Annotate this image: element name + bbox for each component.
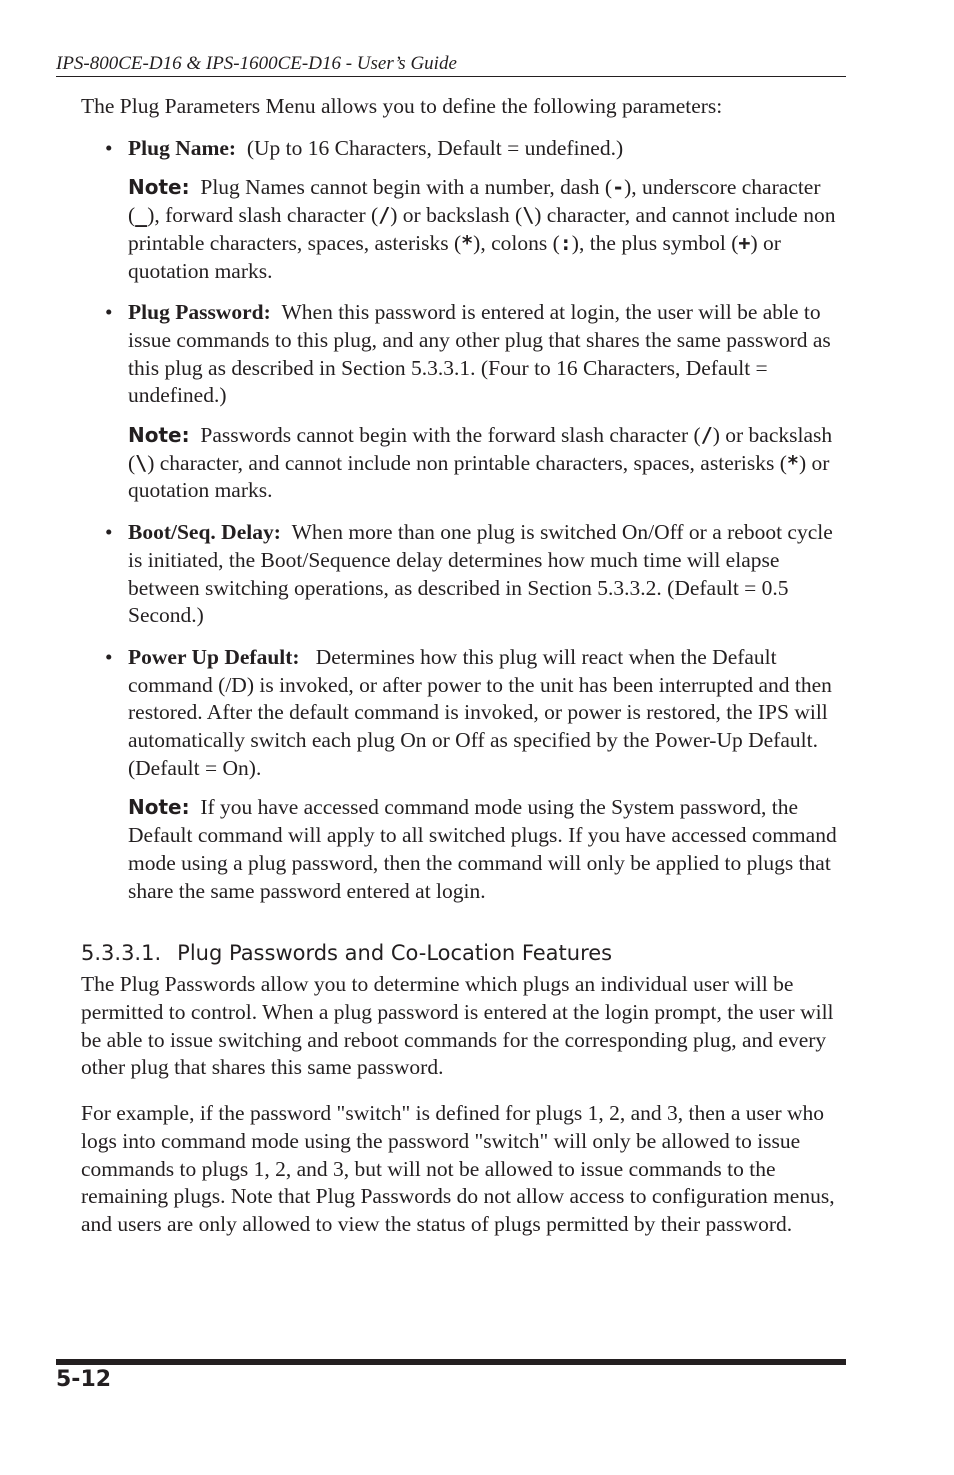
asterisk-symbol: *: [786, 450, 799, 475]
bullet-icon: •: [105, 520, 113, 545]
section-title: Plug Passwords and Co-Location Features: [177, 941, 613, 966]
note-text: ) character, and cannot include non printable characters, spaces, asterisks (: [147, 450, 787, 475]
item-label: Plug Password:: [128, 300, 271, 325]
note-label: Note:: [128, 423, 190, 448]
note-text: ) or quotation marks.: [128, 230, 781, 283]
plus-symbol: +: [738, 230, 751, 255]
slash-symbol: /: [700, 423, 713, 448]
item-label: Power Up Default:: [128, 644, 300, 669]
list-item-boot-seq-delay: [81, 519, 851, 630]
section-number: 5.3.3.1.: [81, 941, 162, 966]
note-text: If you have accessed command mode using the System password, the Default command will apply to all switched plugs. If you have accessed command mode using a plug password, then the command will only be applied to plugs that share the same password entered at login.: [128, 795, 837, 903]
note-plug-name: [81, 174, 851, 285]
paragraph: For example, if the password "switch" is defined for plugs 1, 2, and 3, then a user who logs into command mode using the password "switch" will only be allowed to issue commands to plugs 1, 2, and 3, but will not be allowed to issue commands to the remaining plugs. Note that Plug Passwords do not allow access to configuration menus, and users are only allowed to view the status of plugs permitted by their password.: [81, 1101, 835, 1236]
backslash-symbol: \: [522, 203, 535, 228]
note-text: Plug Names cannot begin with a number, dash (: [200, 175, 613, 200]
section-heading: [81, 939, 851, 967]
note-text: ), colons (: [473, 230, 560, 255]
item-text: When this password is entered at login, the user will be able to issue commands to this plug, and any other plug that shares the same password as this plug as described in Section 5.3.3.1. (Four to 16 Characters, Default = undefined.): [128, 300, 831, 408]
item-label: Plug Name:: [128, 135, 237, 160]
asterisk-symbol: *: [461, 230, 474, 255]
note-plug-password: [81, 422, 851, 505]
page-body: [81, 93, 851, 1257]
list-item-plug-name: [81, 135, 851, 163]
note-text: ) or backslash (: [128, 423, 833, 475]
note-power-up-default: [81, 794, 851, 905]
colon-symbol: :: [559, 230, 572, 255]
paragraph: The Plug Passwords allow you to determine which plugs an individual user will be permitted to control. When a plug password is entered at the login prompt, the user will be able to issue switching and reboot commands for the corresponding plug, and every other plug that shares this same password.: [81, 972, 834, 1080]
list-item-power-up-default: [81, 644, 851, 783]
bullet-icon: •: [105, 300, 113, 325]
note-label: Note:: [128, 175, 190, 200]
note-text: ) character, and cannot include non printable characters, spaces, asterisks (: [128, 203, 836, 255]
bullet-icon: •: [105, 135, 113, 160]
note-text: ), underscore character (: [128, 175, 821, 228]
item-label: Boot/Seq. Delay:: [128, 520, 281, 545]
page-number: 5-12: [56, 1367, 112, 1392]
item-text: When more than one plug is switched On/Off or a reboot cycle is initiated, the Boot/Sequence delay determines how much time will elapse between switching operations, as described in Section 5.3.3.2. (Default = 0.5 Second.): [128, 520, 833, 628]
note-text: Passwords cannot begin with the forward slash character (: [200, 423, 701, 448]
dash-symbol: -: [612, 175, 625, 200]
note-label: Note:: [128, 795, 190, 820]
note-text: ), forward slash character (: [147, 203, 379, 228]
item-text: Determines how this plug will react when the Default command (/D) is invoked, or after power to the unit has been interrupted and then restored. After the default command is invoked, or power is restored, the IPS will automatically switch each plug On or Off as specified by the Power-Up Default. (Default = On).: [128, 644, 832, 780]
intro-paragraph: The Plug Parameters Menu allows you to define the following parameters:: [81, 94, 723, 118]
note-text: ), the plus symbol (: [571, 230, 739, 255]
slash-symbol: /: [378, 203, 391, 228]
backslash-symbol: \: [135, 450, 148, 475]
footer-rule: [56, 1359, 846, 1365]
bullet-icon: •: [105, 644, 113, 669]
note-text: ) or quotation marks.: [128, 450, 830, 503]
running-header: IPS-800CE-D16 & IPS-1600CE-D16 - User’s Guide: [56, 52, 846, 77]
underscore-symbol: _: [135, 203, 148, 228]
list-item-plug-password: [81, 299, 851, 410]
note-text: ) or backslash (: [390, 203, 523, 228]
item-text: (Up to 16 Characters, Default = undefined.): [246, 135, 624, 160]
